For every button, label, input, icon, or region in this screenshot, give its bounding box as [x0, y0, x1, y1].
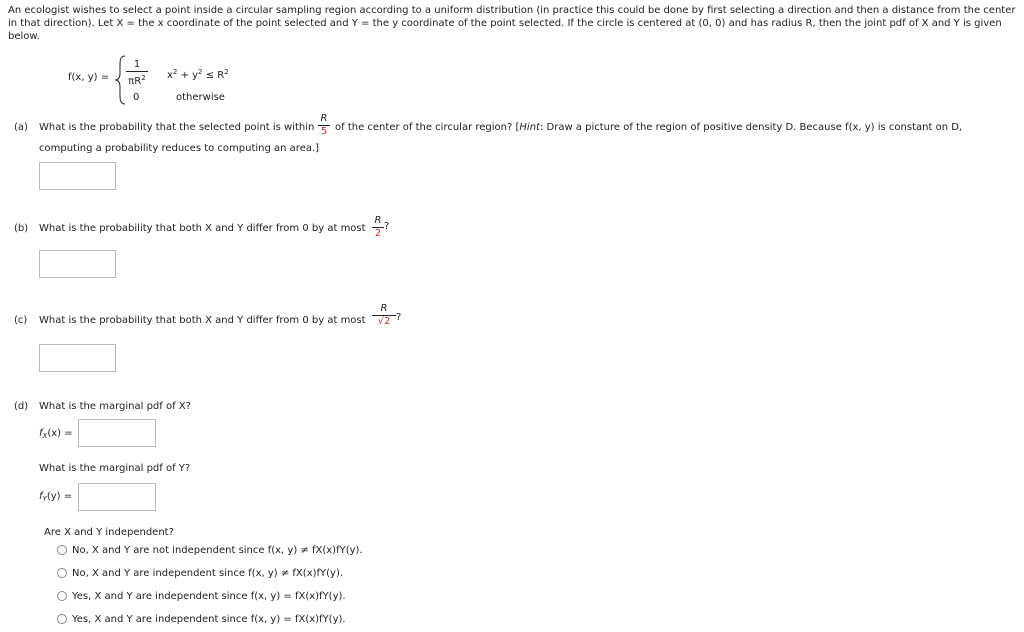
part-a-label: (a) [14, 122, 28, 133]
intro-line-1: An ecologist wishes to select a point inside a circular sampling region according to a uniform distribution (in practice this could be done by first selecting a direction and then a distance from the center [8, 5, 1016, 16]
part-a-text-after: of the center of the circular region? [Hint: Draw a picture of the region of positive density D. Because f(x, y) is constant on D, [335, 122, 963, 133]
part-b-fraction [372, 216, 384, 239]
part-c-fraction [372, 304, 396, 327]
part-b-label: (b) [14, 223, 29, 234]
part-a-answer-input[interactable] [39, 162, 116, 190]
intro-line-3: below. [8, 31, 40, 42]
independence-option-2-label: No, X and Y are independent since f(x, y) ≠ fX(x)fY(y). [72, 568, 344, 579]
part-c-frac-num: R [380, 303, 388, 314]
part-d-label: (d) [14, 401, 29, 412]
part-b-qmark: ? [384, 221, 390, 232]
independence-option-4-label: Yes, X and Y are independent since f(x, y) = fX(x)fY(y). [72, 614, 346, 625]
part-c-frac-den: √2 [377, 316, 391, 327]
independence-option-3-radio[interactable] [57, 591, 67, 601]
part-a-text-before: What is the probability that the selected point is within [39, 122, 315, 133]
part-b-text: What is the probability that both X and Y differ from 0 by at most [39, 223, 366, 234]
pdf-condition: $x^2 + y^2 \le R^2$ [167, 68, 229, 81]
pdf-fraction: 1 $\pi R^2$ [126, 60, 148, 87]
independence-option-2-radio[interactable] [57, 568, 67, 578]
part-d-question-x: What is the marginal pdf of X? [39, 401, 191, 412]
intro-line-2: in that direction). Let X = the x coordinate of the point selected and Y = the y coordinate of the point selected. If the circle is centered at (0, 0) and has radius R, then the joint pdf of X and Y is given [8, 18, 1002, 29]
part-a-line-2: computing a probability reduces to computing an area.] [39, 143, 320, 154]
part-b-frac-num: R [374, 215, 382, 226]
part-b-frac-den: 2 [374, 228, 382, 239]
pdf-zero: 0 [133, 92, 140, 103]
part-b-answer-input[interactable] [39, 250, 116, 278]
independence-option-4-radio[interactable] [57, 614, 67, 624]
marginal-y-input[interactable] [78, 483, 156, 511]
independence-option-1-label: No, X and Y are not independent since f(x, y) ≠ fX(x)fY(y). [72, 545, 363, 556]
problem-intro [8, 4, 1020, 43]
pdf-lhs: f(x, y) = [68, 72, 110, 83]
part-c-label: (c) [14, 315, 28, 326]
pdf-fraction-num: 1 [133, 59, 141, 70]
part-d-question-y: What is the marginal pdf of Y? [39, 463, 191, 474]
marginal-y-label: $f_Y(y)$ = [39, 491, 73, 503]
part-a-hint: Hint [519, 122, 540, 133]
part-a-frac-den: 5 [320, 126, 328, 137]
pdf-otherwise: otherwise [176, 92, 225, 103]
part-a-frac-num: R [320, 113, 328, 124]
part-c-answer-input[interactable] [39, 344, 116, 372]
part-c-text: What is the probability that both X and Y differ from 0 by at most [39, 315, 366, 326]
independence-question: Are X and Y independent? [44, 527, 174, 538]
pdf-fraction-den: πR [128, 76, 142, 87]
marginal-x-label: $f_X(x)$ = [39, 428, 73, 440]
part-c-qmark: ? [396, 312, 402, 323]
part-a-fraction [318, 114, 330, 137]
marginal-x-input[interactable] [78, 419, 156, 447]
independence-option-3-label: Yes, X and Y are independent since f(x, y) = fX(x)fY(y). [72, 591, 346, 602]
independence-option-1-radio[interactable] [57, 545, 67, 555]
